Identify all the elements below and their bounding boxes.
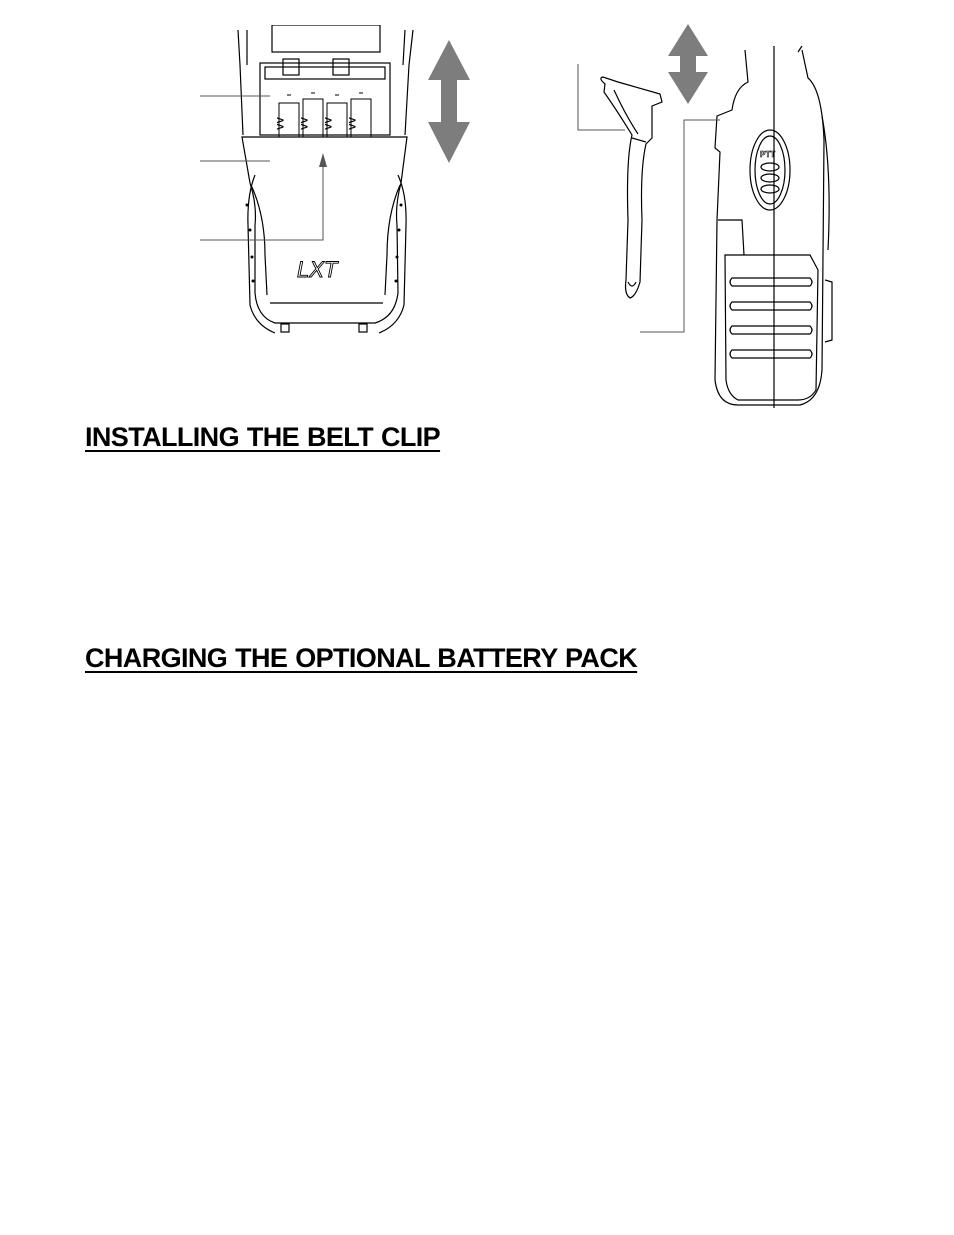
up-down-arrow-icon — [428, 40, 470, 163]
battery-label-4: AA — [347, 117, 357, 130]
up-down-arrow-icon — [668, 24, 708, 104]
installing-belt-clip-heading: INSTALLING THE BELT CLIP — [85, 422, 441, 452]
battery-label-1: AA — [275, 117, 285, 130]
battery-compartment-drawing — [195, 25, 485, 337]
battery-label-2: AA — [299, 117, 309, 130]
lxt-logo: LXT — [297, 257, 338, 282]
charging-battery-pack-heading: CHARGING THE OPTIONAL BATTERY PACK — [85, 643, 638, 673]
ptt-button-label: PTT — [760, 150, 776, 159]
belt-clip-figure — [570, 20, 840, 412]
belt-clip-drawing — [570, 20, 840, 412]
battery-label-3: AA — [323, 117, 333, 130]
leader-line-slot — [640, 120, 720, 332]
battery-compartment-figure — [195, 25, 485, 337]
